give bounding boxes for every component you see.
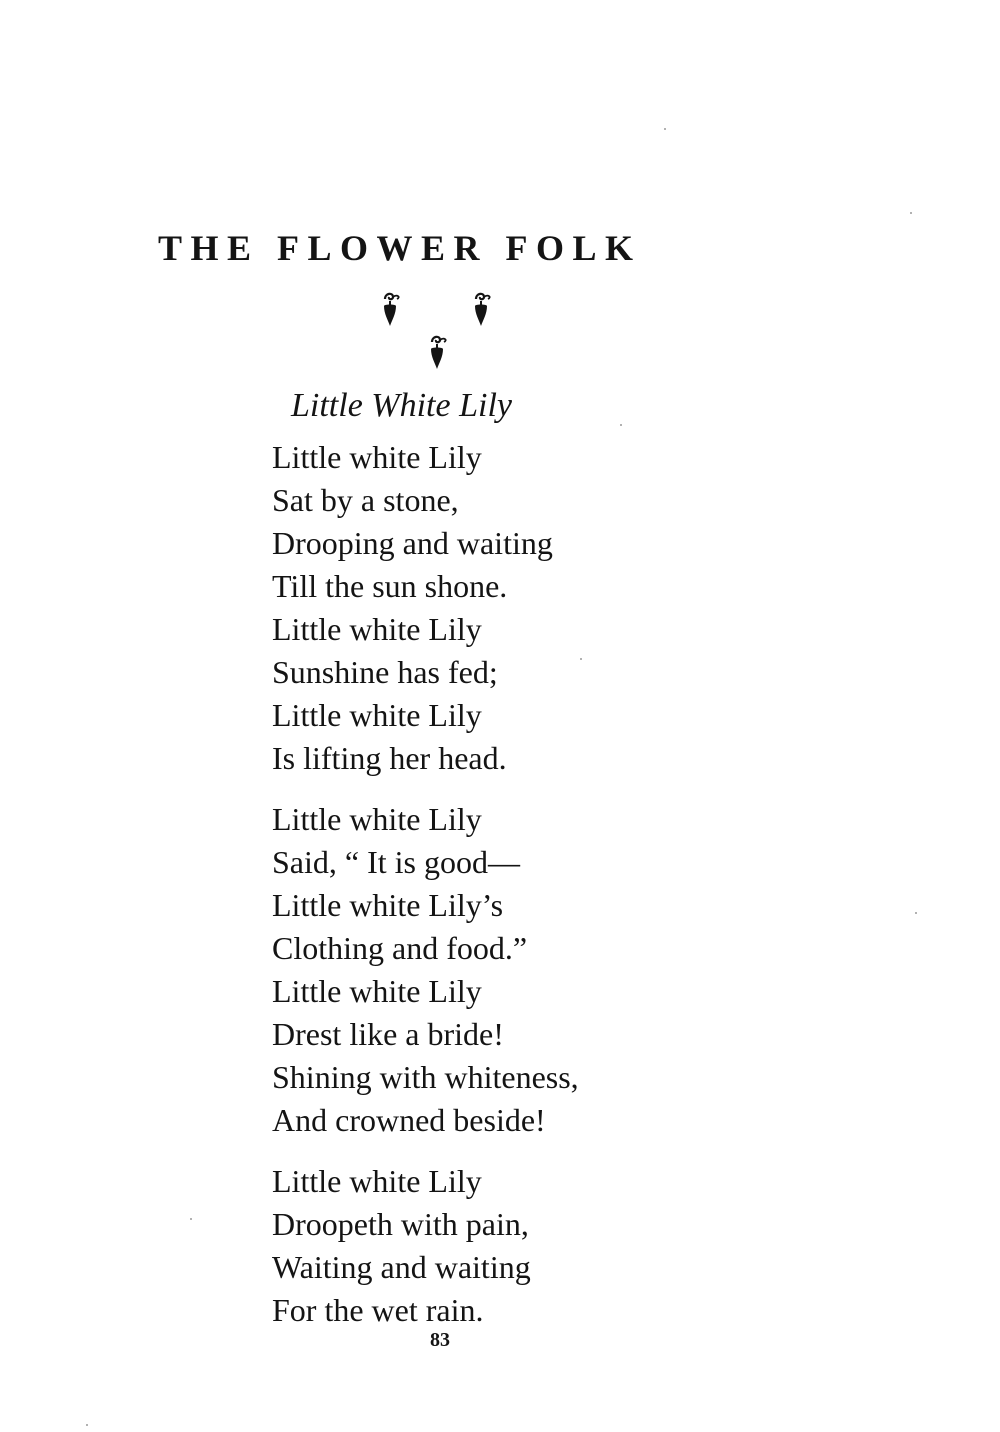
- scan-speck: [910, 212, 912, 214]
- poem-line: Drest like a bride!: [272, 1016, 504, 1052]
- flower-bud-ornament-icon: [467, 290, 495, 330]
- poem-line: Little white Lily: [272, 1163, 482, 1199]
- poem-line: Droopeth with pain,: [272, 1206, 529, 1242]
- page-number: 83: [430, 1329, 450, 1351]
- poem-line: Drooping and waiting: [272, 525, 553, 561]
- poem-line: Waiting and waiting: [272, 1249, 531, 1285]
- scan-speck: [620, 424, 622, 426]
- poem-line: Is lifting her head.: [272, 740, 507, 776]
- stanza: [272, 1160, 752, 1332]
- poem-line: Sunshine has fed;: [272, 654, 498, 690]
- poem-body: [272, 436, 752, 1332]
- poem-line: Little white Lily’s: [272, 887, 504, 923]
- stanza: [272, 436, 752, 780]
- scan-speck: [86, 1424, 88, 1426]
- poem-title: Little White Lily: [291, 387, 512, 424]
- scan-speck: [664, 128, 666, 130]
- scan-speck: [580, 658, 582, 660]
- poem-line: Clothing and food.”: [272, 930, 528, 966]
- poem-line: And crowned beside!: [272, 1102, 546, 1138]
- flower-bud-ornament-icon: [423, 333, 451, 373]
- poem-line: Little white Lily: [272, 439, 482, 475]
- scan-speck: [915, 912, 917, 914]
- poem-line: Said, “ It is good—: [272, 844, 520, 880]
- scan-speck: [190, 1218, 192, 1220]
- poem-line: Sat by a stone,: [272, 482, 459, 518]
- stanza: [272, 798, 752, 1142]
- poem-line: Little white Lily: [272, 611, 482, 647]
- flower-bud-ornament-icon: [376, 290, 404, 330]
- poem-line: Little white Lily: [272, 801, 482, 837]
- poem-line: Little white Lily: [272, 973, 482, 1009]
- section-title: THE FLOWER FOLK: [158, 228, 642, 268]
- poem-line: Till the sun shone.: [272, 568, 508, 604]
- poem-line: Little white Lily: [272, 697, 482, 733]
- poem-line: Shining with whiteness,: [272, 1059, 579, 1095]
- poem-line: For the wet rain.: [272, 1292, 484, 1328]
